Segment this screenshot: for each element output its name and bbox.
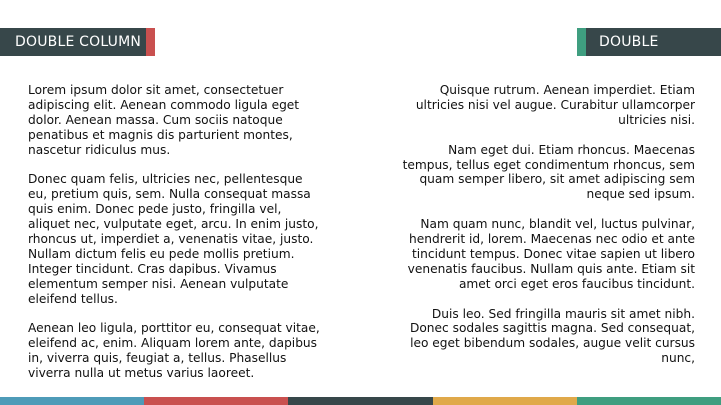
left-paragraph-1: Lorem ipsum dolor sit amet, consectetuer adipiscing elit. Aenean commodo ligula eget dolor. Aenean massa. Cum sociis natoque penatibus et magnis dis parturient montes, nascetur ridiculus mus. bbox=[28, 83, 300, 157]
footer-segment-green bbox=[577, 397, 721, 405]
footer-segment-blue bbox=[0, 397, 144, 405]
left-column-header bbox=[0, 28, 146, 56]
left-text-column bbox=[28, 83, 324, 396]
footer-segment-red bbox=[144, 397, 288, 405]
footer-segment-orange bbox=[433, 397, 577, 405]
left-paragraph-3: Aenean leo ligula, porttitor eu, consequat vitae, eleifend ac, enim. Aliquam lorem ante, dapibus in, viverra quis, feugiat a, tellus. Phasellus viverra nulla ut metus varius laoreet. bbox=[28, 321, 320, 381]
right-paragraph-1: Quisque rutrum. Aenean imperdiet. Etiam ultricies nisi vel augue. Curabitur ullamcorper ultricies nisi. bbox=[415, 83, 695, 127]
left-column-header-title: DOUBLE COLUMN bbox=[15, 34, 142, 50]
right-paragraph-4: Duis leo. Sed fringilla mauris sit amet nibh. Donec sodales sagittis magna. Sed consequat, leo eget bibendum sodales, augue velit cursus nunc, bbox=[409, 306, 695, 366]
right-text-column bbox=[399, 83, 695, 381]
footer-segment-dark bbox=[288, 397, 432, 405]
right-paragraph-3: Nam quam nunc, blandit vel, luctus pulvinar, hendrerit id, lorem. Maecenas nec odio et ante tincidunt tempus. Donec vitae sapien ut libero venenatis faucibus. Nullam quis ante. Etiam sit amet orci eget eros faucibus tincidunt. bbox=[407, 217, 695, 291]
right-column-header bbox=[577, 28, 721, 78]
right-paragraph-2: Nam eget dui. Etiam rhoncus. Maecenas tempus, tellus eget condimentum rhoncus, sem quam semper libero, sit amet adipiscing sem neque sed ipsum. bbox=[402, 142, 695, 202]
left-paragraph-2: Donec quam felis, ultricies nec, pellentesque eu, pretium quis, sem. Nulla consequat massa quis enim. Donec pede justo, fringilla vel, aliquet nec, vulputate eget, arcu. In enim justo, rhoncus ut, imperdiet a, venenatis vitae, justo. Nullam dictum felis eu pede mollis pretium. Integer tincidunt. Cras dapibus. Vivamus elementum semper nisi. Aenean vulputate eleifend tellus. bbox=[28, 172, 319, 306]
footer-color-bar bbox=[0, 397, 721, 405]
right-column-header-title: DOUBLE COLUMN bbox=[599, 34, 661, 78]
